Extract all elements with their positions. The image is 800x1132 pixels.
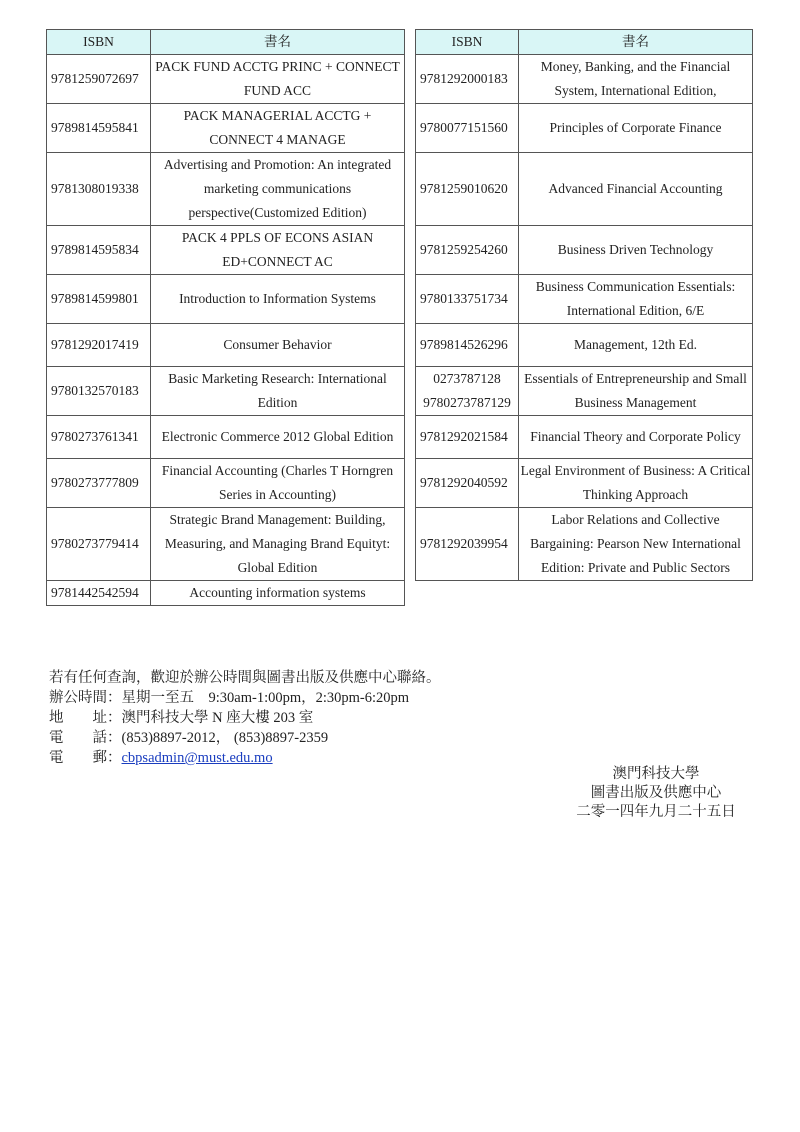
title-cell: Advertising and Promotion: An integrated marketing communications perspective(Customized Edition)	[151, 153, 405, 226]
isbn-column-header: ISBN	[416, 30, 519, 55]
isbn-cell: 9789814595834	[47, 226, 151, 275]
signature-date: 二零一四年九月二十五日	[576, 804, 736, 820]
table-row	[416, 459, 753, 508]
isbn-column-header: ISBN	[47, 30, 151, 55]
table-row	[47, 581, 405, 606]
phone-label: 電 話：	[49, 730, 122, 746]
isbn-cell: 9781308019338	[47, 153, 151, 226]
table-row	[47, 153, 405, 226]
office-hours-label: 辦公時間：	[49, 690, 122, 706]
isbn-cell: 9781292039954	[416, 508, 519, 581]
table-header-row	[47, 30, 405, 55]
isbn-cell: 9781259072697	[47, 55, 151, 104]
signature-center: 圖書出版及供應中心	[590, 785, 722, 801]
table-row	[47, 459, 405, 508]
signature-block	[566, 765, 746, 822]
isbn-cell: 9789814599801	[47, 275, 151, 324]
title-cell: Advanced Financial Accounting	[519, 153, 753, 226]
isbn-10: 0273787128	[433, 371, 501, 386]
title-cell: Essentials of Entrepreneurship and Small Business Management	[519, 367, 753, 416]
phone-row	[49, 728, 441, 748]
title-cell: Strategic Brand Management: Building, Measuring, and Managing Brand Equityt: Global Edition	[151, 508, 405, 581]
table-row	[416, 416, 753, 459]
title-cell: Money, Banking, and the Financial System, International Edition,	[519, 55, 753, 104]
table-row	[47, 275, 405, 324]
address-label: 地 址：	[49, 710, 122, 726]
title-cell: Electronic Commerce 2012 Global Edition	[151, 416, 405, 459]
isbn-cell: 9781259254260	[416, 226, 519, 275]
title-cell: PACK FUND ACCTG PRINC + CONNECT FUND ACC	[151, 55, 405, 104]
table-row	[416, 275, 753, 324]
table-header-row	[416, 30, 753, 55]
isbn-cell: 9780273761341	[47, 416, 151, 459]
isbn-cell: 9789814595841	[47, 104, 151, 153]
address-row	[49, 708, 441, 728]
title-cell: Principles of Corporate Finance	[519, 104, 753, 153]
title-cell: Consumer Behavior	[151, 324, 405, 367]
table-row	[47, 416, 405, 459]
isbn-cell: 9780133751734	[416, 275, 519, 324]
table-row	[416, 153, 753, 226]
title-cell: Introduction to Information Systems	[151, 275, 405, 324]
table-row	[416, 55, 753, 104]
table-row	[47, 55, 405, 104]
isbn-13: 9780273787129	[423, 395, 511, 410]
contact-intro: 若有任何查詢，歡迎於辦公時間與圖書出版及供應中心聯絡。	[49, 670, 441, 686]
isbn-cell: 9780273779414	[47, 508, 151, 581]
table-row	[47, 226, 405, 275]
table-row	[416, 226, 753, 275]
table-row	[416, 324, 753, 367]
isbn-cell: 9780132570183	[47, 367, 151, 416]
table-row	[416, 367, 753, 416]
title-cell: Management, 12th Ed.	[519, 324, 753, 367]
signature-university: 澳門科技大學	[612, 766, 700, 782]
table-row	[47, 324, 405, 367]
contact-info	[49, 668, 441, 768]
table-row	[416, 508, 753, 581]
title-cell: Legal Environment of Business: A Critical Thinking Approach	[519, 459, 753, 508]
book-table-right	[415, 29, 753, 581]
email-link[interactable]: cbpsadmin@must.edu.mo	[121, 750, 273, 766]
isbn-cell: 9781292021584	[416, 416, 519, 459]
title-cell: Basic Marketing Research: International Edition	[151, 367, 405, 416]
phone-value: (853)8897-2012， (853)8897-2359	[121, 730, 329, 746]
table-row	[416, 104, 753, 153]
title-column-header: 書名	[151, 30, 405, 55]
isbn-cell: 9781292017419	[47, 324, 151, 367]
title-cell: Business Driven Technology	[519, 226, 753, 275]
isbn-cell: 9781292040592	[416, 459, 519, 508]
isbn-cell: 9789814526296	[416, 324, 519, 367]
address-value: 澳門科技大學 N 座大樓 203 室	[121, 710, 314, 726]
office-hours-row	[49, 688, 441, 708]
title-cell: Business Communication Essentials: International Edition, 6/E	[519, 275, 753, 324]
table-row	[47, 104, 405, 153]
title-cell: PACK 4 PPLS OF ECONS ASIAN ED+CONNECT AC	[151, 226, 405, 275]
table-row	[47, 508, 405, 581]
title-column-header: 書名	[519, 30, 753, 55]
title-cell: PACK MANAGERIAL ACCTG + CONNECT 4 MANAGE	[151, 104, 405, 153]
book-table-left	[46, 29, 405, 606]
title-cell: Financial Theory and Corporate Policy	[519, 416, 753, 459]
email-row	[49, 748, 441, 768]
isbn-cell: 9781292000183	[416, 55, 519, 104]
title-cell: Labor Relations and Collective Bargaining: Pearson New International Edition: Private and Public Sectors	[519, 508, 753, 581]
isbn-cell: 9781259010620	[416, 153, 519, 226]
title-cell: Accounting information systems	[151, 581, 405, 606]
table-row	[47, 367, 405, 416]
office-hours-value: 星期一至五 9:30am-1:00pm，2:30pm-6:20pm	[121, 690, 410, 706]
isbn-cell	[416, 367, 519, 416]
email-label: 電 郵：	[49, 750, 122, 766]
isbn-cell: 9780273777809	[47, 459, 151, 508]
isbn-cell: 9780077151560	[416, 104, 519, 153]
title-cell: Financial Accounting (Charles T Horngren Series in Accounting)	[151, 459, 405, 508]
isbn-cell: 9781442542594	[47, 581, 151, 606]
